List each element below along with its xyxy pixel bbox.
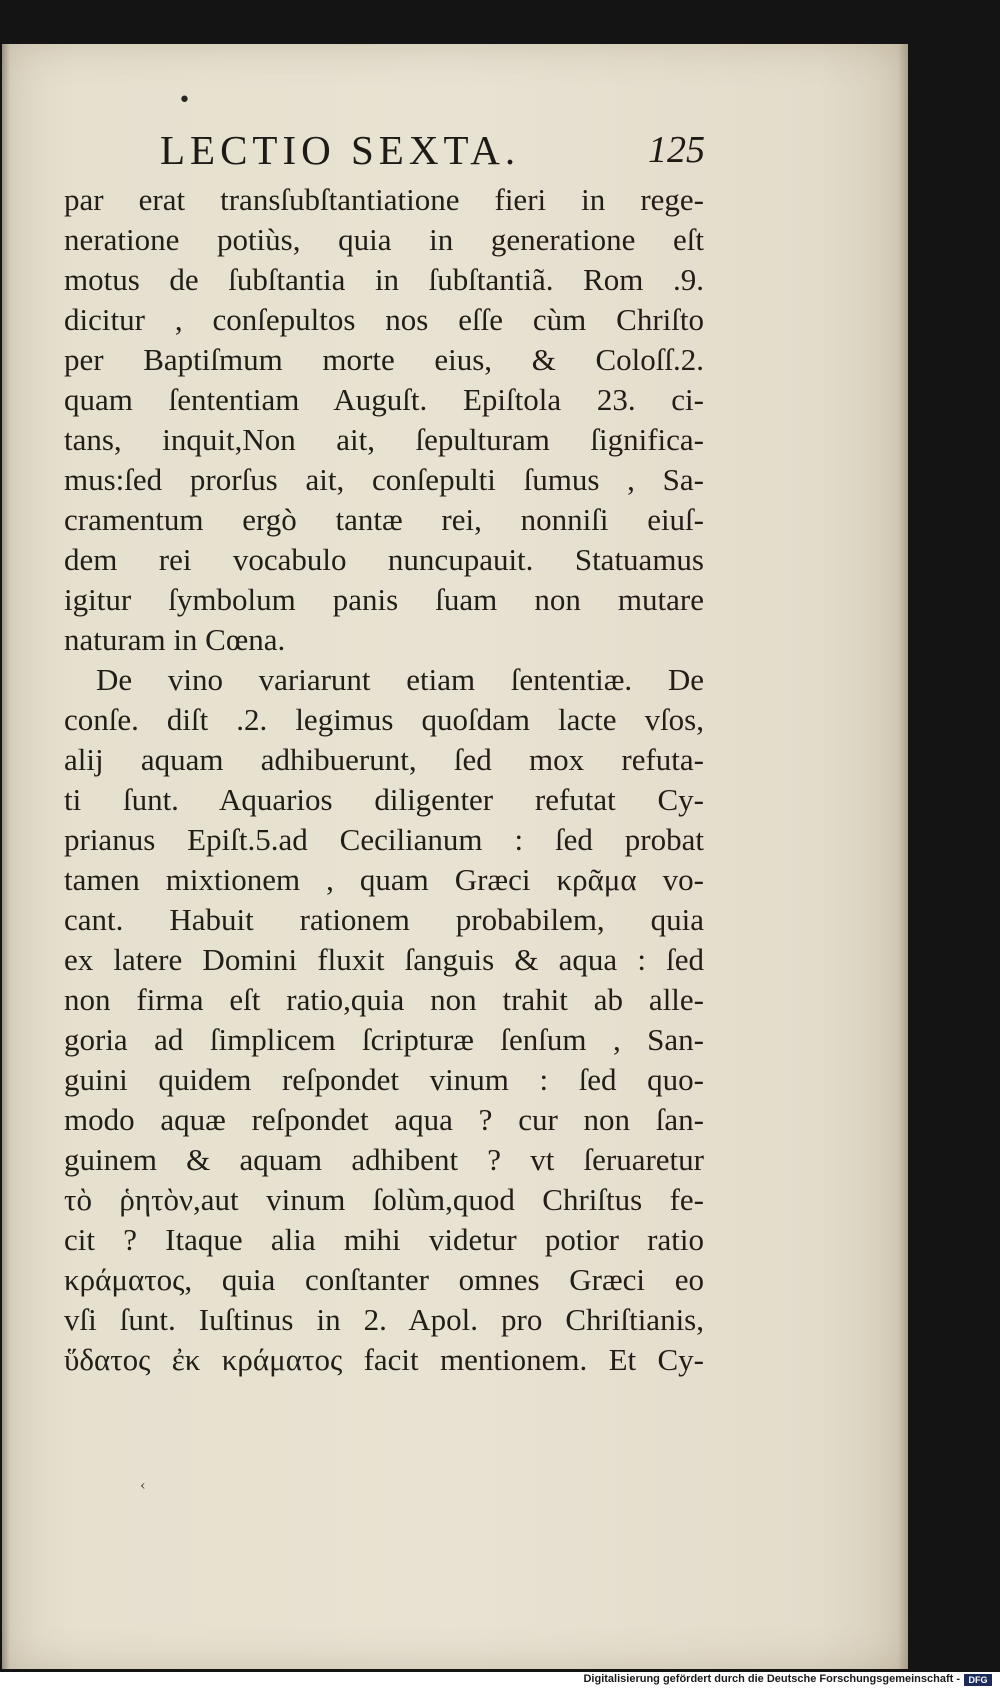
- text-line: igitur ſymbolum panis ſuam non mutare: [64, 582, 704, 617]
- text-line: modo aquæ reſpondet aqua ? cur non ſan-: [64, 1102, 704, 1137]
- page-edge: [898, 44, 908, 1669]
- text-line: conſe. diſt .2. legimus quoſdam lacte vſos,: [64, 702, 704, 737]
- text-line: motus de ſubſtantia in ſubſtantiã. Rom .9.: [64, 262, 704, 297]
- text-line: quam ſententiam Auguſt. Epiſtola 23. ci-: [64, 382, 704, 417]
- body-text: [64, 180, 704, 1380]
- text-line: naturam in Cœna.: [64, 622, 286, 657]
- text-line: guini quidem reſpondet vinum : ſed quo-: [64, 1062, 704, 1097]
- text-line: tamen mixtionem , quam Græci κρᾶμα vo-: [64, 862, 704, 897]
- text-line: ὕδατος ἐκ κράματος facit mentionem. Et Cy-: [64, 1342, 704, 1377]
- text-line: dicitur , conſepultos nos eſſe cùm Chriſto: [64, 302, 704, 337]
- text-line: prianus Epiſt.5.ad Cecilianum : ſed probat: [64, 822, 704, 857]
- running-title: LECTIO SEXTA.: [160, 127, 521, 173]
- funding-credit: Digitalisierung gefördert durch die Deutsche Forschungsgemeinschaft -: [583, 1673, 960, 1685]
- text-line: ti ſunt. Aquarios diligenter refutat Cy-: [64, 782, 704, 817]
- top-mark: •: [178, 88, 191, 113]
- digitization-footer: [0, 1672, 1000, 1689]
- text-line: tans, inquit,Non ait, ſepulturam ſignifica-: [64, 422, 704, 457]
- text-line: alij aquam adhibuerunt, ſed mox refuta-: [64, 742, 704, 777]
- text-line: neratione potiùs, quia in generatione eſt: [64, 222, 704, 257]
- text-line: ex latere Domini fluxit ſanguis & aqua : ſed: [64, 942, 704, 977]
- text-line: goria ad ſimplicem ſcripturæ ſenſum , San-: [64, 1022, 704, 1057]
- running-header: [160, 126, 705, 176]
- text-line: dem rei vocabulo nuncupauit. Statuamus: [64, 542, 704, 577]
- text-line: mus:ſed prorſus ait, conſepulti ſumus , Sa-: [64, 462, 704, 497]
- text-line: guinem & aquam adhibent ? vt ſeruaretur: [64, 1142, 704, 1177]
- page-number: 125: [648, 129, 705, 171]
- text-line: De vino variarunt etiam ſententiæ. De: [96, 662, 704, 697]
- text-line: cit ? Itaque alia mihi videtur potior ratio: [64, 1222, 704, 1257]
- text-line: cramentum ergò tantæ rei, nonniſi eiuſ-: [64, 502, 704, 537]
- text-line: par erat transſubſtantiatione fieri in rege-: [64, 182, 704, 217]
- bottom-mark: ‹: [140, 1478, 146, 1494]
- text-line: per Baptiſmum morte eius, & Coloſſ.2.: [64, 342, 704, 377]
- text-line: κράματος, quia conſtanter omnes Græci eo: [64, 1262, 704, 1297]
- text-line: vſi ſunt. Iuſtinus in 2. Apol. pro Chriſtianis,: [64, 1302, 704, 1337]
- text-line: non firma eſt ratio,quia non trahit ab alle-: [64, 982, 704, 1017]
- text-line: τὸ ῥητὸν,aut vinum ſolùm,quod Chriſtus fe-: [64, 1182, 704, 1217]
- text-line: cant. Habuit rationem probabilem, quia: [64, 902, 704, 937]
- dfg-logo-icon: DFG: [964, 1674, 992, 1686]
- spine-shadow: [2, 44, 10, 1669]
